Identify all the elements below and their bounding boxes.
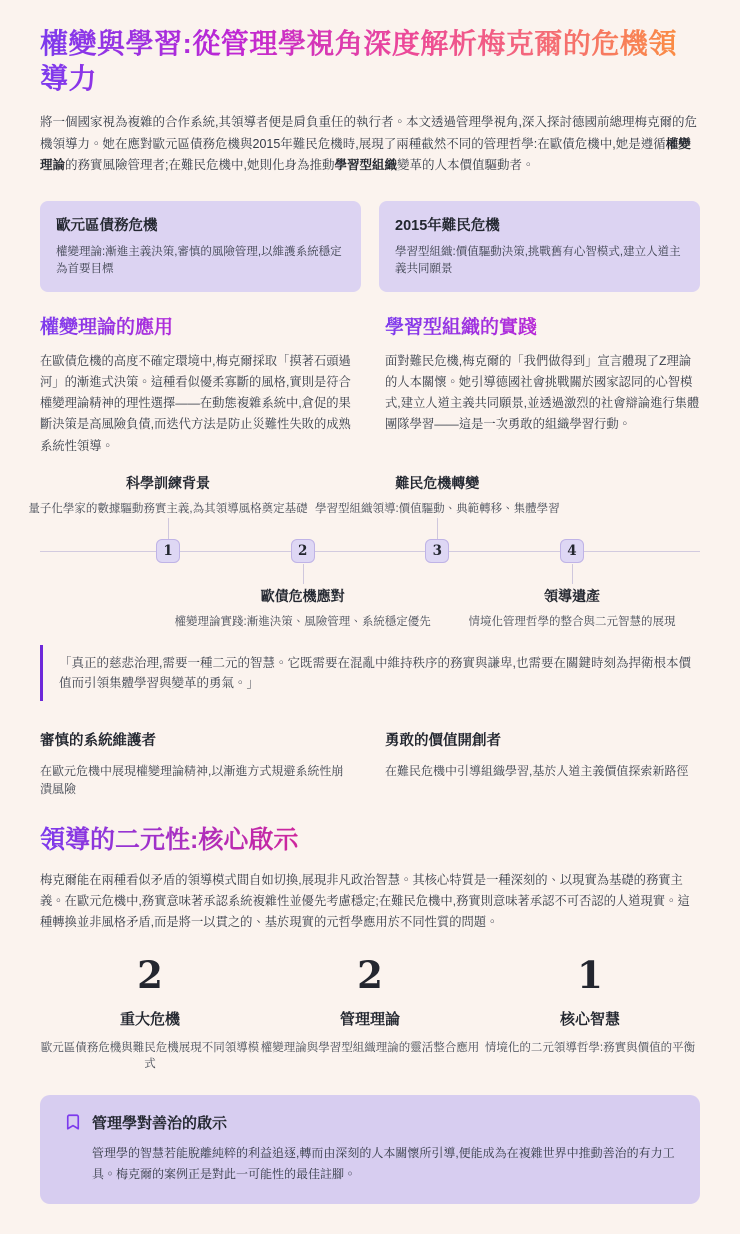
timeline-item-title: 難民危機轉變 — [395, 474, 480, 491]
insight-body: 梅克爾能在兩種看似矛盾的領導模式間自如切換,展現非凡政治智慧。其核心特質是一種深刻的、以現實為基礎的務實主義。在歐元危機中,務實意味著承認系統複雜性並優先考慮穩定;在難民危機中,務實則意味著承認不可否認的人道現實。這種轉換並非風格矛盾,而是將一以貫之的、基於現實的元哲學應用於不同性質的問題。 — [40, 872, 690, 929]
theory-col-contingency — [40, 312, 355, 457]
timeline-item-2 — [153, 586, 453, 630]
crisis-card-desc: 學習型組織:價值驅動決策,挑戰舊有心智模式,建立人道主義共同願景 — [395, 245, 681, 275]
timeline-connector — [437, 518, 438, 539]
footer-insight-title: 管理學對善治的啟示 — [92, 1114, 228, 1132]
duality-desc: 在難民危機中引導組織學習,基於人道主義價值探索新路徑 — [385, 763, 689, 778]
theory-heading-learning: 學習型組織的實踐 — [385, 312, 700, 339]
footer-insight-body: 管理學的智慧若能脫離純粹的利益追逐,轉而由深刻的人本關懷所引導,便能成為在複雜世界中推動善治的有力工具。梅克爾的案例正是對此一可能性的最佳註腳。 — [92, 1145, 675, 1182]
intro-bold-contingency: 權變理論 — [40, 136, 691, 172]
page-title: 權變與學習:從管理學視角深度解析梅克爾的危機領導力 — [40, 26, 700, 96]
stats-row — [40, 955, 700, 1071]
duality-desc: 在歐元危機中展現權變理論精神,以漸進方式規避系統性崩潰風險 — [40, 763, 344, 796]
timeline-axis-line — [40, 551, 700, 552]
intro-text-2: 的務實風險管理者;在難民危機中,她則化身為推動 — [65, 158, 335, 172]
intro-bold-learning-org: 學習型組織 — [334, 158, 397, 172]
duality-title: 審慎的系統維護者 — [40, 732, 156, 749]
crisis-card-row — [40, 201, 700, 293]
timeline-marker-3: 3 — [425, 539, 449, 563]
crisis-card-desc: 權變理論:漸進主義決策,審慎的風險管理,以維護系統穩定為首要目標 — [56, 245, 342, 275]
timeline-marker-1: 1 — [156, 539, 180, 563]
stat-label: 重大危機 — [119, 1010, 180, 1028]
stat-value: 1 — [577, 953, 603, 998]
crisis-card-refugee — [379, 201, 700, 293]
footer-insight-card — [40, 1095, 700, 1204]
stat-desc: 情境化的二元領導哲學:務實與價值的平衡 — [484, 1041, 696, 1054]
footer-insight-header — [64, 1112, 676, 1133]
timeline — [28, 471, 700, 631]
theory-col-learning — [385, 312, 700, 457]
timeline-item-3 — [287, 473, 587, 517]
timeline-item-1 — [18, 473, 318, 517]
bookmark-icon — [64, 1113, 82, 1131]
duality-col-maintainer — [40, 729, 355, 798]
duality-row — [40, 729, 700, 798]
theory-body-learning: 面對難民危機,梅克爾的「我們做得到」宣言體現了Z理論的人本關懷。她引導德國社會挑戰關於國家認同的心智模式,建立人道主義共同願景,並透過激烈的社會辯論進行集體團隊學習——這是一次勇敢的組織學習行動。 — [385, 354, 700, 432]
timeline-connector — [572, 564, 573, 584]
crisis-card-eurozone — [40, 201, 361, 293]
crisis-card-title: 歐元區債務危機 — [56, 217, 158, 234]
intro-text-3: 變革的人本價值驅動者。 — [396, 158, 535, 172]
timeline-item-desc: 學習型組織領導:價值驅動、典範轉移、集體學習 — [314, 502, 560, 515]
pull-quote: 「真正的慈悲治理,需要一種二元的智慧。它既需要在混亂中維持秩序的務實與謙卑,也需要在關鍵時刻為捍衛根本價值而引領集體學習與變革的勇氣。」 — [40, 645, 700, 701]
stat-value: 2 — [137, 953, 163, 998]
stat-management-theories — [260, 955, 480, 1071]
timeline-item-4 — [422, 586, 722, 630]
timeline-item-desc: 情境化管理哲學的整合與二元智慧的展現 — [468, 615, 676, 628]
stat-core-wisdom — [480, 955, 700, 1071]
stat-major-crises — [40, 955, 260, 1071]
timeline-item-desc: 權變理論實踐:漸進決策、風險管理、系統穩定優先 — [174, 615, 431, 628]
timeline-connector — [168, 518, 169, 539]
insight-heading: 領導的二元性:核心啟示 — [40, 820, 700, 856]
intro-paragraph — [40, 112, 700, 177]
theory-heading-contingency: 權變理論的應用 — [40, 312, 355, 339]
timeline-connector — [303, 564, 304, 584]
duality-col-pioneer — [385, 729, 700, 798]
timeline-marker-4: 4 — [560, 539, 584, 563]
timeline-item-title: 領導遺產 — [543, 587, 600, 604]
theory-body-contingency: 在歐債危機的高度不確定環境中,梅克爾採取「摸著石頭過河」的漸進式決策。這種看似優柔寡斷的風格,實則是符合權變理論精神的理性選擇——在動態複雜系統中,倉促的果斷決策是高風險負債,而迭代方法是防止災難性失敗的成熟系統性領導。 — [40, 354, 351, 453]
timeline-marker-2: 2 — [291, 539, 315, 563]
stat-value: 2 — [357, 953, 383, 998]
timeline-item-title: 歐債危機應對 — [260, 587, 345, 604]
intro-text-1: 將一個國家視為複雜的合作系統,其領導者便是肩負重任的執行者。本文透過管理學視角,深入探討德國前總理梅克爾的危機領導力。她在應對歐元區債務危機與2015年難民危機時,展現了兩種截然不同的管理哲學:在歐債危機中,她是遵循 — [40, 115, 697, 151]
stat-desc: 權變理論與學習型組織理論的靈活整合應用 — [260, 1041, 480, 1054]
stat-label: 核心智慧 — [559, 1010, 620, 1028]
stat-label: 管理理論 — [339, 1010, 400, 1028]
timeline-item-desc: 量子化學家的數據驅動務實主義,為其領導風格奠定基礎 — [28, 502, 308, 515]
crisis-card-title: 2015年難民危機 — [395, 217, 500, 234]
stat-desc: 歐元區債務危機與難民危機展現不同領導模式 — [40, 1041, 260, 1070]
theory-section-row — [40, 312, 700, 457]
timeline-item-title: 科學訓練背景 — [126, 474, 211, 491]
duality-title: 勇敢的價值開創者 — [385, 732, 501, 749]
